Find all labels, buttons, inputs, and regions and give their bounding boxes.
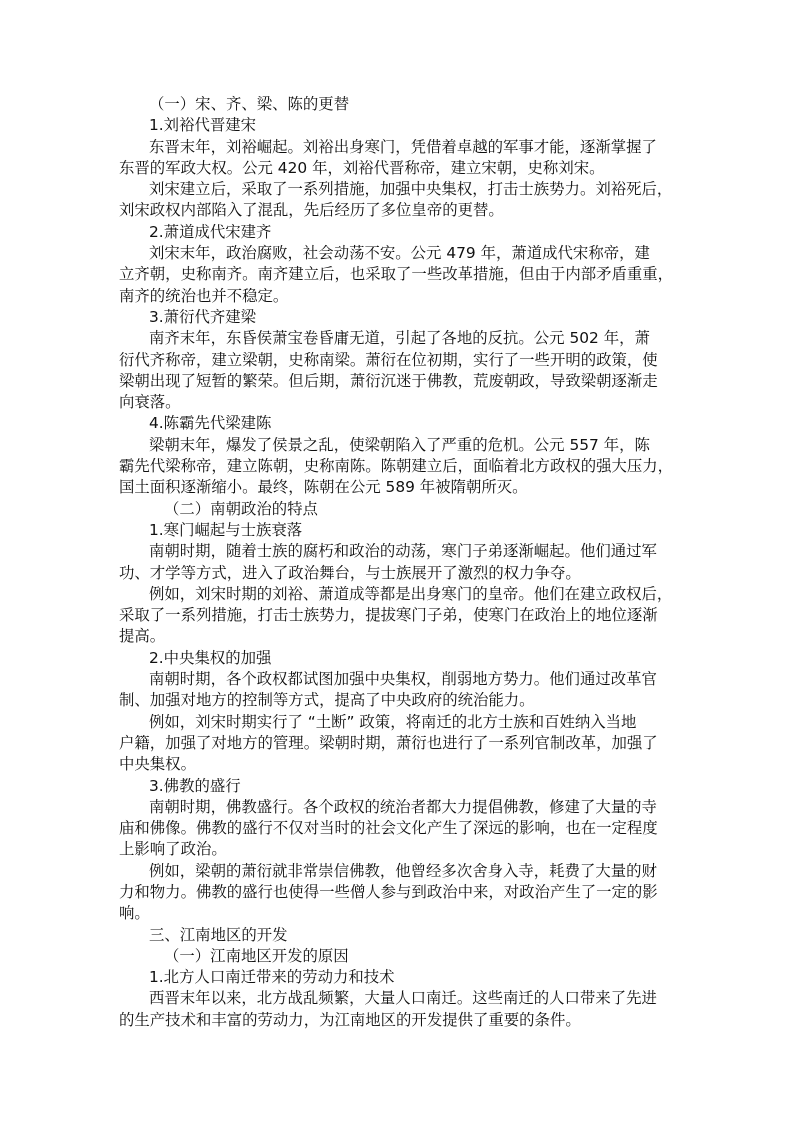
- text-line: 南齐末年，东昏侯萧宝卷昏庸无道，引起了各地的反抗。公元 502 年，萧: [149, 329, 650, 348]
- text-line: 衍代齐称帝，建立梁朝，史称南梁。萧衍在位初期，实行了一些开明的政策，使: [119, 350, 658, 369]
- text-line: 三、江南地区的开发: [149, 925, 288, 944]
- text-line: 3.佛教的盛行: [149, 776, 241, 795]
- text-line: 南朝时期，佛教盛行。各个政权的统治者都大力提倡佛教，修建了大量的寺: [149, 797, 657, 816]
- text-line: 的生产技术和丰富的劳动力，为江南地区的开发提供了重要的条件。: [119, 1010, 581, 1029]
- text-line: 西晋末年以来，北方战乱频繁，大量人口南迁。这些南迁的人口带来了先进: [149, 989, 657, 1008]
- text-line: （一）宋、齐、梁、陈的更替: [149, 95, 350, 113]
- text-line: 立齐朝，史称南齐。南齐建立后，也采取了一些改革措施，但由于内部矛盾重重，: [119, 265, 674, 284]
- text-line: 3.萧衍代齐建梁: [149, 307, 257, 326]
- text-line: 梁朝出现了短暂的繁荣。但后期，萧衍沉迷于佛教，荒废朝政，导致梁朝逐渐走: [119, 371, 658, 390]
- text-line: 国土面积逐渐缩小。最终，陈朝在公元 589 年被隋朝所灭。: [119, 478, 528, 497]
- text-line: 1.寒门崛起与士族衰落: [149, 520, 303, 539]
- text-line: 户籍，加强了对地方的管理。梁朝时期，萧衍也进行了一系列官制改革，加强了: [119, 733, 658, 752]
- text-line: 刘宋政权内部陷入了混乱，先后经历了多位皇帝的更替。: [119, 201, 504, 220]
- text-line: 东晋的军政大权。公元 420 年，刘裕代晋称帝，建立宋朝，史称刘宋。: [119, 158, 605, 177]
- text-line: 4.陈霸先代梁建陈: [149, 414, 272, 433]
- text-line: 庙和佛像。佛教的盛行不仅对当时的社会文化产生了深远的影响，也在一定程度: [119, 819, 658, 838]
- text-line: 力和物力。佛教的盛行也使得一些僧人参与到政治中来，对政治产生了一定的影: [119, 882, 658, 901]
- text-line: 梁朝末年，爆发了侯景之乱，使梁朝陷入了严重的危机。公元 557 年，陈: [149, 435, 650, 454]
- text-line: 采取了一系列措施，打击士族势力，提拔寒门子弟，使寒门在政治上的地位逐渐: [119, 606, 658, 625]
- text-line: 南齐的统治也并不稳定。: [119, 286, 289, 305]
- text-line: 2.中央集权的加强: [149, 648, 272, 667]
- text-line: 刘宋建立后，采取了一系列措施，加强中央集权，打击士族势力。刘裕死后，: [149, 180, 673, 199]
- text-line: 例如，梁朝的萧衍就非常崇信佛教，他曾经多次舍身入寺，耗费了大量的财: [149, 861, 657, 880]
- text-line: （一）江南地区开发的原因: [164, 946, 349, 965]
- text-line: 2.萧道成代宋建齐: [149, 222, 272, 241]
- text-line: 提高。: [119, 627, 166, 646]
- text-line: 1.北方人口南迁带来的劳动力和技术: [149, 968, 395, 987]
- text-line: 南朝时期，随着士族的腐朽和政治的动荡，寒门子弟逐渐崛起。他们通过军: [149, 542, 657, 561]
- text-line: 1.刘裕代晋建宋: [149, 116, 257, 135]
- text-line: 霸先代梁称帝，建立陈朝，史称南陈。陈朝建立后，面临着北方政权的强大压力，: [119, 457, 674, 476]
- text-line: 刘宋末年，政治腐败，社会动荡不安。公元 479 年，萧道成代宋称帝，建: [149, 244, 650, 263]
- text-line: 制、加强对地方的控制等方式，提高了中央政府的统治能力。: [119, 691, 535, 710]
- text-line: 东晋末年，刘裕崛起。刘裕出身寒门，凭借着卓越的军事才能，逐渐掌握了: [149, 137, 657, 156]
- text-line: 响。: [119, 904, 150, 923]
- text-line: 向衰落。: [119, 393, 181, 412]
- text-line: 南朝时期，各个政权都试图加强中央集权，削弱地方势力。他们通过改革官: [149, 670, 657, 689]
- document-page: [119, 94, 689, 1031]
- text-line: 上影响了政治。: [119, 840, 227, 859]
- text-line: 例如，刘宋时期的刘裕、萧道成等都是出身寒门的皇帝。他们在建立政权后，: [149, 584, 673, 603]
- text-line: （二）南朝政治的特点: [164, 499, 318, 518]
- text-line: 功、才学等方式，进入了政治舞台，与士族展开了激烈的权力争夺。: [119, 563, 581, 582]
- text-line: 中央集权。: [119, 755, 196, 774]
- text-line: 例如，刘宋时期实行了 “土断” 政策，将南迁的北方士族和百姓纳入当地: [149, 712, 637, 731]
